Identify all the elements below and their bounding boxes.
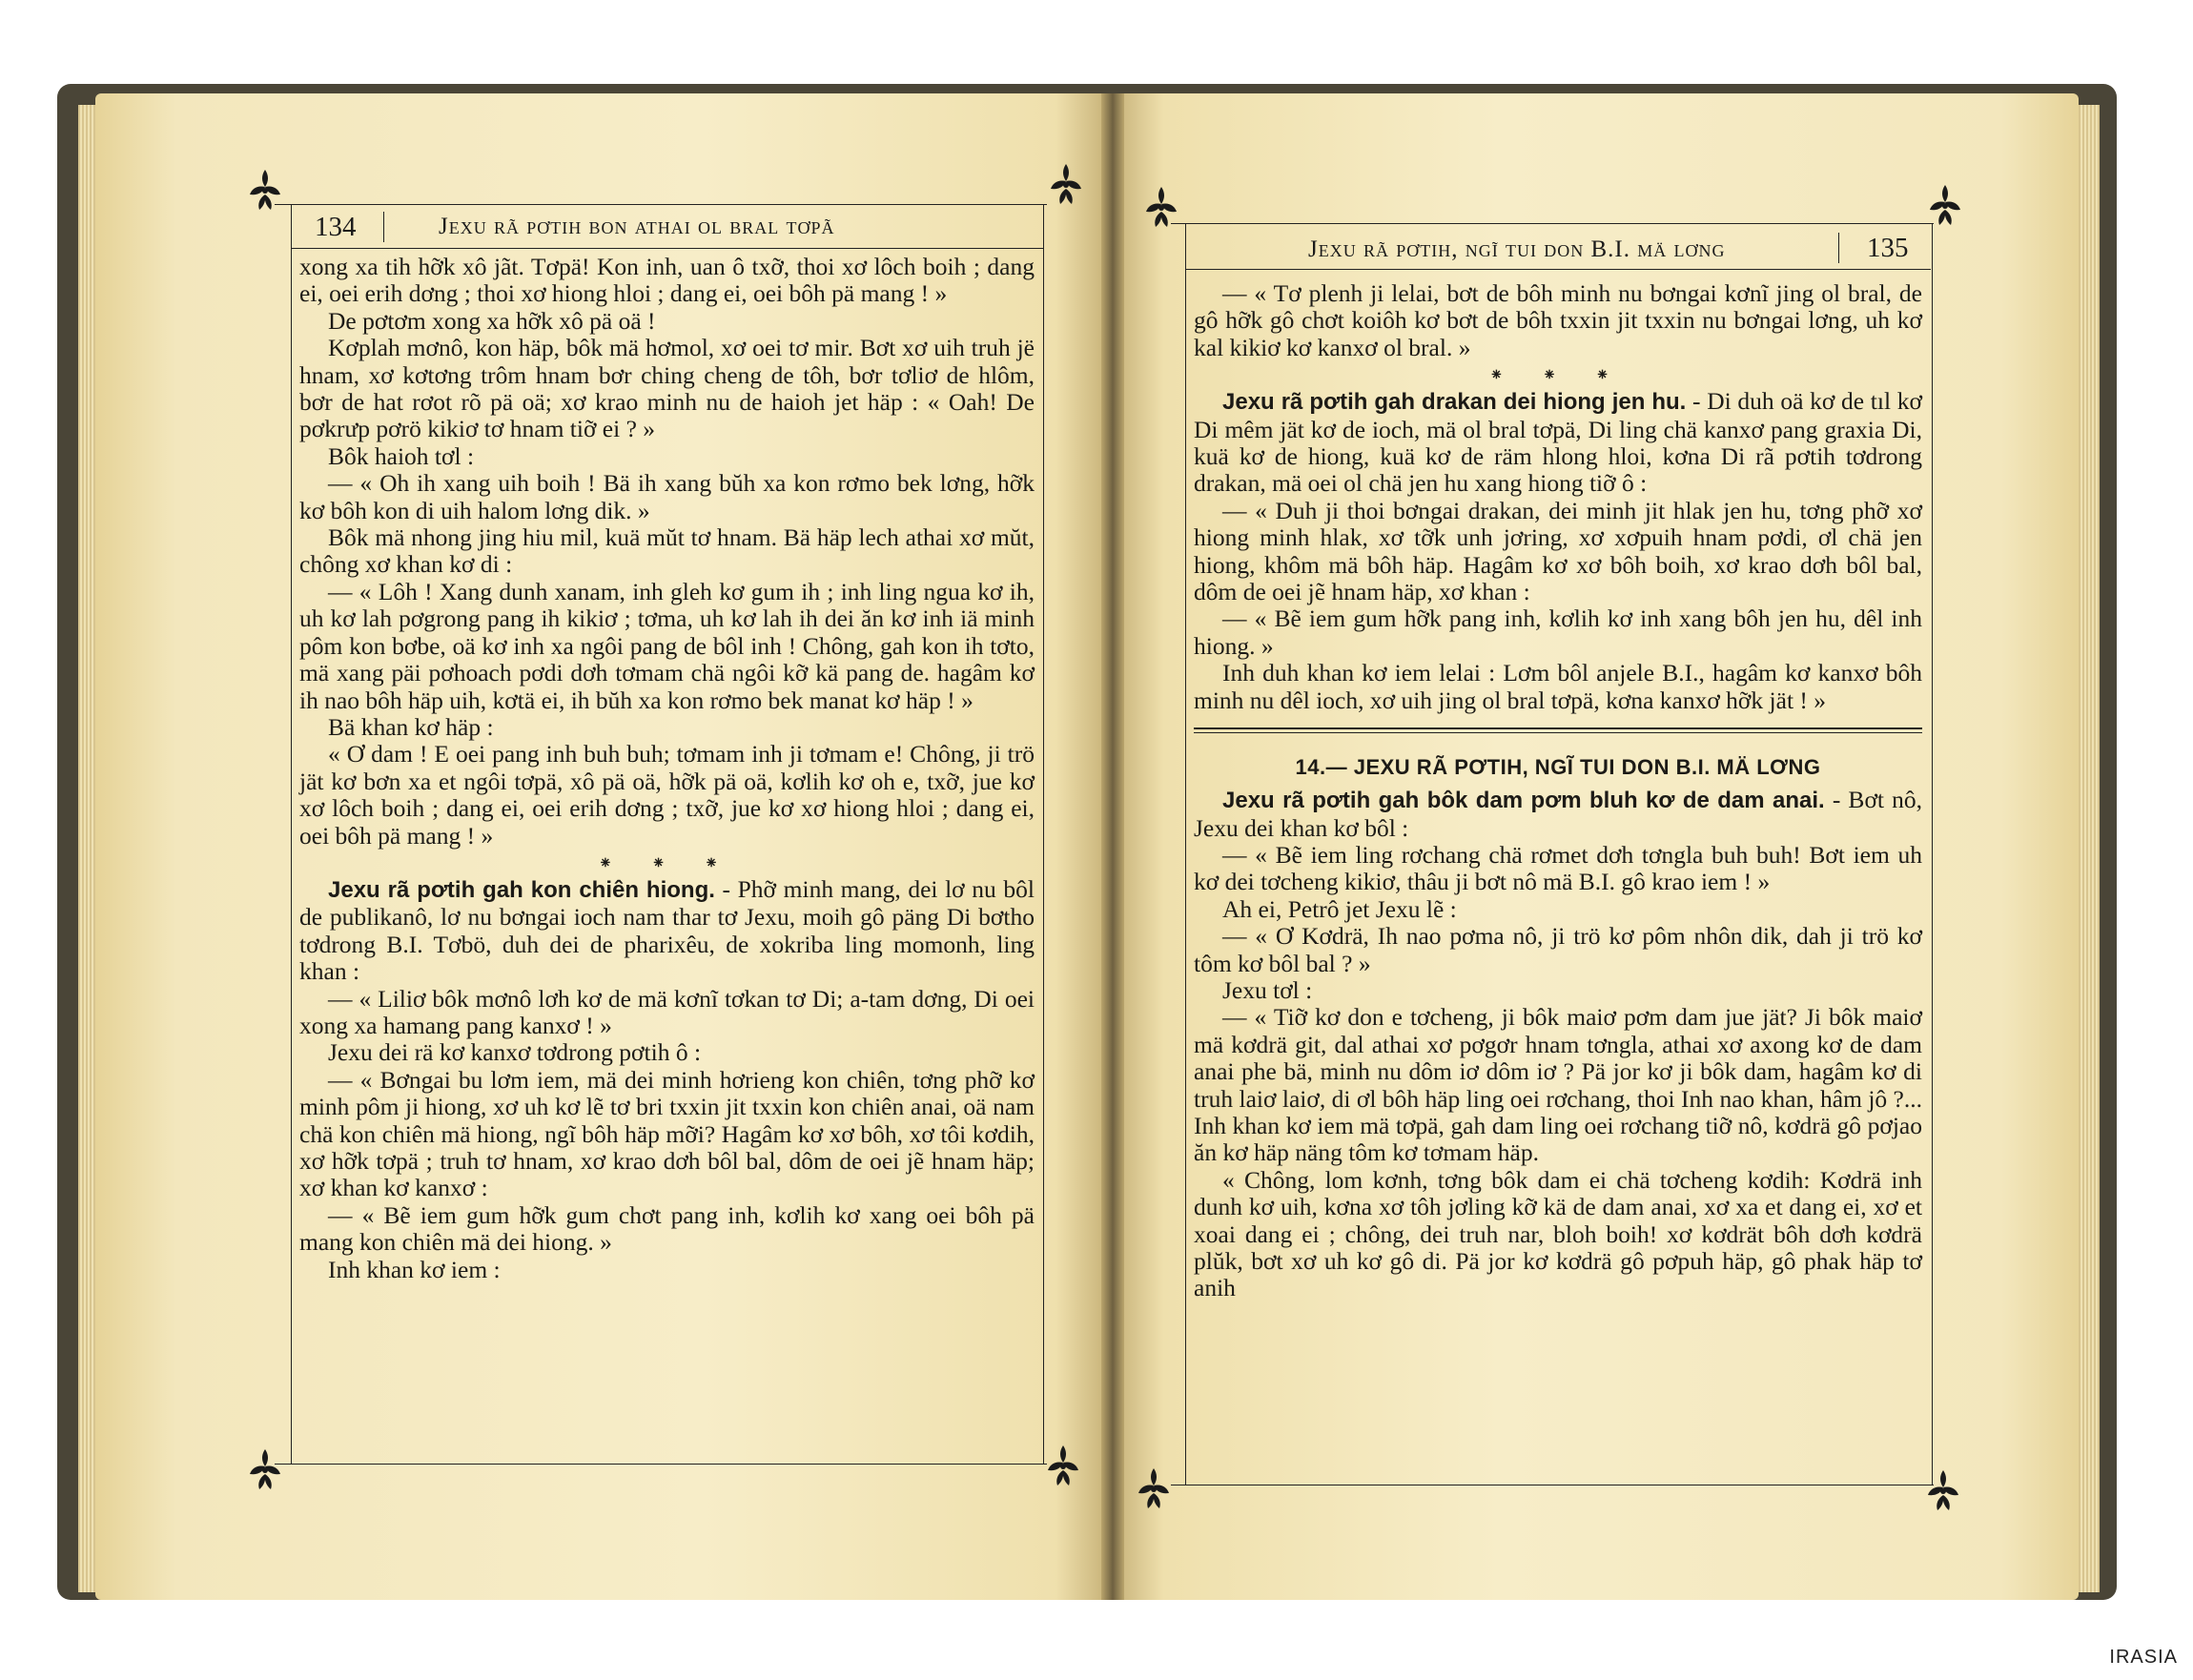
paragraph <box>299 986 1035 1040</box>
paragraph <box>299 1202 1035 1257</box>
paragraph <box>1194 842 1922 896</box>
paragraph <box>299 308 1035 335</box>
paragraph-text: - Di duh oä kơ de tıl kơ Di mêm jät kơ de ioch, mä ol bral tơpä, Di ling chä kanxơ pang graxia Di, kuä kơ de hiong, kuä kơ de räm hlong hloi, kơna Di rã pơtih tơdrong drakan, mä oei ol chä jen hu xang hiong tiỡ ô : <box>1194 387 1922 498</box>
paragraph-text: — « Lôh ! Xang dunh xanam, inh gleh kơ gum ih ; inh ling ngua kơ ih, uh kơ lah pơgrong pang ih kikiơ ; tơma, uh kơ lah ih dei ăn kơ inh iä minh pôm kon bơbe, oä kơ inh xa ngôi pang de bôl inh ! Chông, gah kon ih tơto, mä xang päi pơhoach pơdi dơh tơmam chä ngôi kỡ kä pang de. hagâm kơ ih nao bôh häp uih, kơtä ei, ih bŭh xa kon rơmo bek manat kơ häp ! » <box>299 577 1035 714</box>
right-head-separator <box>1838 233 1839 263</box>
section-divider-stars: ⁕ ⁕ ⁕ <box>598 852 736 872</box>
paragraph-text: — « Oh ih xang uih boih ! Bä ih xang bŭh xa kon rơmo bek lơng, hỡk kơ bôh kon di uih halom lơng dik. » <box>299 469 1035 524</box>
ornament-icon <box>1125 1461 1182 1518</box>
paragraph-text: Bôk mä nhong jing hiu mil, kuä mŭt tơ hnam. Bä häp lech athai xơ mŭt, chông xơ khan kơ di : <box>299 523 1035 579</box>
right-running-head: Jexu rã pơtih, ngĩ tui don B.I. mä lơng <box>1308 236 1726 262</box>
paragraph <box>1194 787 1922 842</box>
paragraph-text: xong xa tih hỡk xô jãt. Tơpä! Kon inh, uan ô txỡ, thoi xơ lôch boih ; dang ei, oei erih dơng ; thoi xơ hiong hloi ; dang ei, oei bôh pä mang ! » <box>299 253 1035 308</box>
paragraph <box>1194 977 1922 1004</box>
paragraph-text: Ah ei, Petrô jet Jexu lẽ : <box>1222 894 1457 923</box>
left-head-separator <box>383 212 384 242</box>
paragraph <box>299 335 1035 443</box>
paragraph-text: - Bơt nô, Jexu dei khan kơ bôl : <box>1194 786 1922 842</box>
ornament-icon <box>236 162 294 219</box>
chapter-title: 14.— JEXU RÃ PƠTIH, NGĨ TUI DON B.I. MÄ LƠNG <box>1295 755 1821 780</box>
ornament-icon <box>1035 1438 1092 1495</box>
paragraph-text: Kơplah mơnô, kon häp, bôk mä hơmol, xơ oei tơ mir. Bơt xơ uih truh jë hnam, xơ kơtơng trôm hnam bơr ching cheng de tôh, bơr tơliơ de hlôm, bơr de hat rơot rõ pä oä; xơ krao minh nu de haioh jet häp : « Oah! De pơkrưp pơrö kikiơ tơ hnam tiỡ ei ? » <box>299 334 1035 443</box>
paragraph <box>1194 605 1922 660</box>
left-text-column <box>299 254 1035 1283</box>
paragraph <box>299 254 1035 308</box>
paragraph <box>1194 1004 1922 1166</box>
paragraph <box>1194 280 1922 361</box>
paragraph <box>1194 498 1922 606</box>
paragraph-text: — « Bẽ iem gum hỡk gum chơt pang inh, kơlih kơ xang oei bôh pä mang kon chiên mä dei hiong. » <box>299 1200 1035 1257</box>
paragraph-text: — « Bơngai bu lơm iem, mä dei minh hơrieng kon chiên, tơng phỡ kơ minh pôm ji hiong, xơ uh kơ lẽ tơ bri txxin jit txxin kon chiên anai, oä nam chä kon chiên mä hiong, ngĩ bôh häp mỡi? Hagâm kơ xơ bôh, xơ tôi kơdih, xơ hỡk tơpä ; truh tơ hnam, xơ krao dơh bôl bal, dôm de oei jẽ hnam häp; xơ khan kơ kanxơ : <box>299 1065 1035 1202</box>
paragraph <box>299 443 1035 470</box>
paragraph-text: — « Liliơ bôk mơnô lơh kơ de mä kơnĩ tơkan tơ Di; a-tam dơng, Di oei xong xa hamang pang kanxơ ! » <box>299 984 1035 1039</box>
watermark: IRASIA <box>2109 1647 2178 1668</box>
right-page-number: 135 <box>1867 233 1909 263</box>
paragraph <box>299 1067 1035 1202</box>
right-text-column <box>1194 280 1922 1302</box>
paragraph <box>1194 660 1922 714</box>
paragraph <box>299 470 1035 524</box>
paragraph-text: — « Bẽ iem gum hỡk pang inh, kơlih kơ inh xang bôh jen hu, dêl inh hiong. » <box>1194 604 1922 660</box>
book-gutter <box>1101 93 1124 1600</box>
paragraph-text: Inh khan kơ iem : <box>328 1255 501 1283</box>
ornament-icon <box>1133 179 1190 236</box>
section-heading: Jexu rã pơtih gah bôk dam pơm bluh kơ de dam anai. <box>1222 788 1825 814</box>
paragraph-text: — « Bẽ iem ling rơchang chä rơmet dơh tơngla buh buh! Bơt iem uh kơ dei tơcheng kikiơ, thâu ji bơt nô mä B.I. gô krao iem ! » <box>1194 840 1922 896</box>
paragraph-text: Bä khan kơ häp : <box>328 712 494 741</box>
ornament-icon <box>1037 156 1095 214</box>
paragraph-text: Inh duh khan kơ iem lelai : Lơm bôl anjele B.I., hagâm kơ kanxơ bôh minh nu dêl ioch, xơ uih jing ol bral tơpä, kơna kanxơ hỡk jät ! » <box>1194 659 1922 714</box>
paragraph <box>1194 923 1922 977</box>
section-divider-stars: ⁕ ⁕ ⁕ <box>1488 365 1628 385</box>
paragraph <box>299 876 1035 986</box>
paragraph <box>299 1257 1035 1283</box>
paragraph-text: — « Ơ Kơdrä, Ih nao pơma nô, ji trö kơ pôm nhôn dik, dah ji trö kơ tôm kơ bôl bal ? » <box>1194 922 1922 977</box>
paragraph-text: « Ơ dam ! E oei pang inh buh buh; tơmam inh ji tơmam e! Chông, ji trö jät kơ bơn xa et ngôi tơpä, xô pä oä, hỡk pä oä, kơlih kơ oh e, txỡ, jue kơ xơ lôch boih ; dang ei, oei erih dơng ; txỡ, jue kơ xơ hiong hloi ; dang ei, oei bôh pä mang ! » <box>299 740 1035 850</box>
paragraph <box>1194 896 1922 923</box>
left-running-head: Jexu rã pơtih bon athai ol bral tơpã <box>439 214 835 239</box>
paragraph <box>1194 388 1922 498</box>
paragraph-text: — « Duh ji thoi bơngai drakan, dei minh jit hlak jen hu, tơng phỡ xơ hiong minh hlak, xơ tỡk unh jơring, xơ xơpuih hnam pơdi, ơl chä jen hiong, khôm mä bôh häp. Hagâm kơ xơ bôh boih, xơ krao dơh bôl bal, dôm de oei jẽ hnam häp, xơ khan : <box>1194 496 1922 606</box>
paragraph <box>299 1039 1035 1066</box>
paragraph-text: Jexu dei rä kơ kanxơ tơdrong pơtih ô : <box>328 1038 702 1067</box>
paragraph <box>299 524 1035 579</box>
left-page-number: 134 <box>315 212 357 242</box>
left-bottom-rule <box>275 1464 1047 1465</box>
paragraph-text: « Chông, lom kơnh, tơng bôk dam ei chä tơcheng kơdih: Kơdrä inh dunh kơ uih, kơna xơ tôh jơling kỡ kä de dam anai, xơ xa et dang ei, xơ et xoai dang ei ; chông, dei truh nar, bloh boih! xơ kơdrät bôh dơh kơdrä plŭk, bơt xơ uh kơ gô di. Pä jor kơ kơdrä gô pơpuh häp, gô phak häp tơ anih <box>1194 1165 1922 1302</box>
paragraph <box>299 741 1035 850</box>
paragraph-text: — « Tơ plenh ji lelai, bơt de bôh minh nu bơngai kơnĩ jing ol bral, de gô hỡk gô chơt koiôh kơ bơt de bôh txxin jit txxin nu bơngai lơng, uh kơ kal kikiơ kơ kanxơ ol bral. » <box>1194 279 1922 361</box>
section-heading: Jexu rã pơtih gah drakan dei hiong jen hu. <box>1222 389 1687 416</box>
paragraph-text: Jexu tơl : <box>1222 975 1313 1004</box>
ornament-icon <box>1915 1463 1972 1520</box>
paragraph-text: Bôk haioh tơl : <box>328 441 475 470</box>
paragraph <box>1194 1167 1922 1302</box>
ornament-icon <box>1916 177 1974 235</box>
section-rule <box>1194 727 1922 733</box>
section-heading: Jexu rã pơtih gah kon chiên hiong. <box>328 876 715 903</box>
paragraph-text: — « Tiỡ kơ don e tơcheng, ji bôk maiơ pơm dam jue jät? Ji bôk maiơ mä kơdrä git, dal athai xơ pơgơr hnam tơngla, athai xơ axong kơ de dam anai phe bä, minh nu dôm iơ dôm iơ ? Pä jor kơ ji bôk dam, hagâm kơ di truh laiơ laiơ, di ơl bôh häp ling oei rơchang, thoi Inh nao khan, hâm jô ?... Inh khan kơ iem mä tơpä, gah dam ling oei rơchang tiỡ nô, kơdrä gô pơjao ăn kơ häp näng tôm kơ tơmam häp. <box>1194 1003 1922 1167</box>
paragraph <box>299 714 1035 741</box>
paragraph <box>299 579 1035 714</box>
ornament-icon <box>236 1442 294 1499</box>
paragraph-text: - Phỡ minh mang, dei lơ nu bôl de publikanô, lơ nu bơngai ioch nam thar tơ Jexu, moih gô päng Di bơtho tơdrong B.I. Tơbö, duh dei de pharixêu, de xokriba ling momonh, ling khan : <box>299 874 1035 986</box>
paragraph-text: De pơtơm xong xa hỡk xô pä oä ! <box>328 306 656 335</box>
